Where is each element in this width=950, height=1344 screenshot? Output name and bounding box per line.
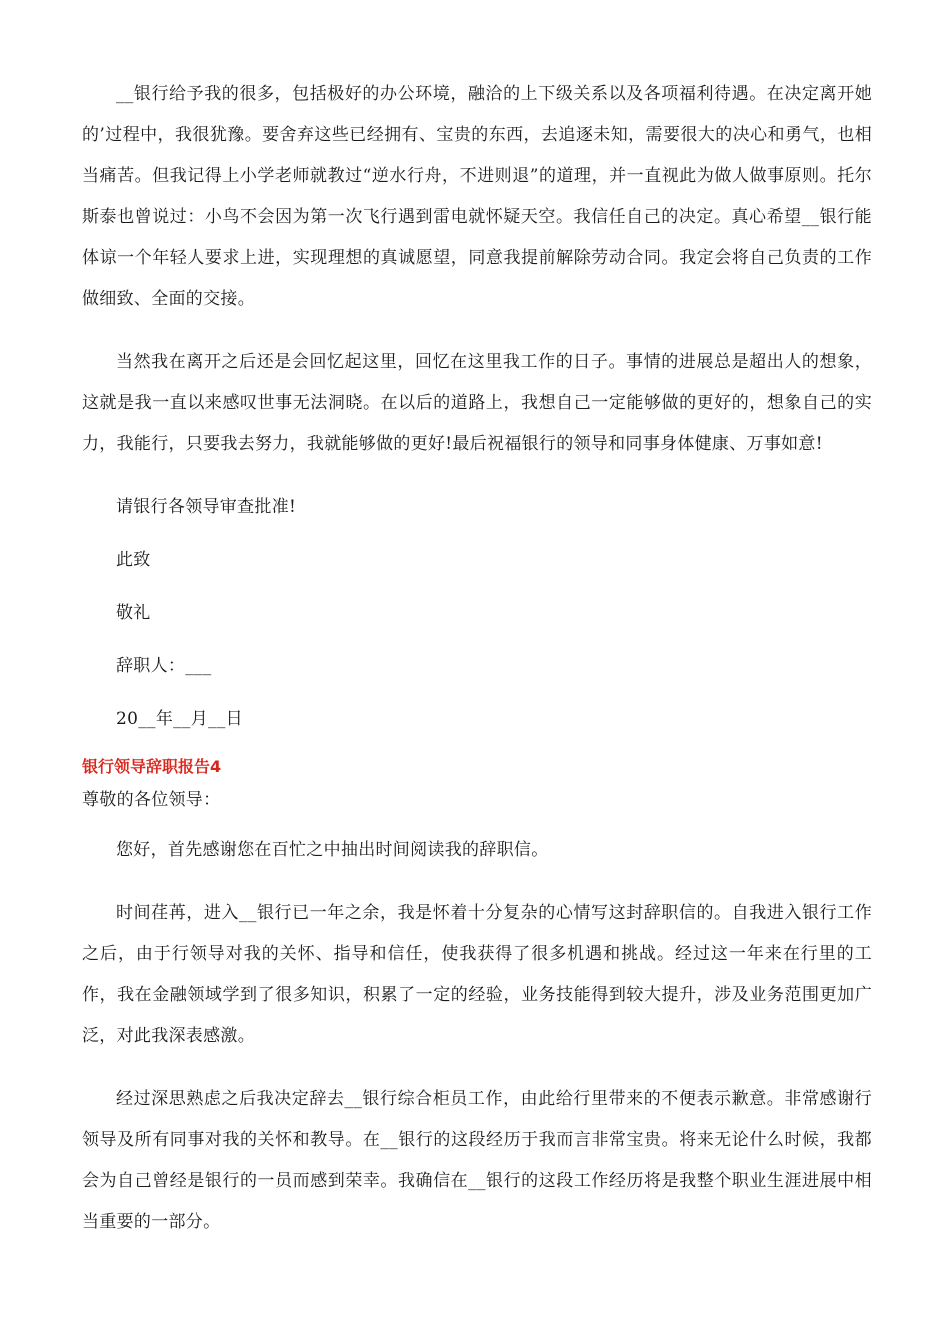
document-page [82,74,872,1243]
body-paragraph: __银行给予我的很多，包括极好的办公环境，融洽的上下级关系以及各项福利待遇。在决定离开她的’过程中，我很犹豫。要舍弃这些已经拥有、宝贵的东西，去追逐未知，需要很大的决心和勇气，也相当痛苦。但我记得上小学老师就教过“逆水行舟，不进则退”的道理，并一直视此为做人做事原则。托尔斯泰也曾说过：小鸟不会因为第一次飞行遇到雷电就怀疑天空。我信任自己的决定。真心希望__银行能体谅一个年轻人要求上进，实现理想的真诚愿望，同意我提前解除劳动合同。我定会将自己负责的工作做细致、全面的交接。 [82,84,872,309]
signer-line: 辞职人：___ [116,656,212,676]
salutation: 尊敬的各位领导： [82,790,221,810]
closing-zhi: 此致 [116,550,151,570]
section-heading: 银行领导辞职报告4 [82,757,222,776]
body-paragraph: 经过深思熟虑之后我决定辞去__银行综合柜员工作，由此给行里带来的不便表示歉意。非常感谢行领导及所有同事对我的关怀和教导。在__银行的这段经历于我而言非常宝贵。将来无论什么时候，我都会为自己曾经是银行的一员而感到荣幸。我确信在__银行的这段工作经历将是我整个职业生涯进展中相当重要的一部分。 [82,1089,872,1232]
body-paragraph: 时间荏苒，进入__银行已一年之余，我是怀着十分复杂的心情写这封辞职信的。自我进入银行工作之后，由于行领导对我的关怀、指导和信任，使我获得了很多机遇和挑战。经过这一年来在行里的工作，我在金融领域学到了很多知识，积累了一定的经验，业务技能得到较大提升，涉及业务范围更加广泛，对此我深表感激。 [82,903,872,1046]
body-paragraph: 您好，首先感谢您在百忙之中抽出时间阅读我的辞职信。 [116,840,549,860]
date-line: 20__年__月__日 [116,709,243,729]
body-paragraph: 当然我在离开之后还是会回忆起这里，回忆在这里我工作的日子。事情的进展总是超出人的想象，这就是我一直以来感叹世事无法洞晓。在以后的道路上，我想自己一定能够做的更好的，想象自己的实力，我能行，只要我去努力，我就能够做的更好!最后祝福银行的领导和同事身体健康、万事如意! [82,352,872,454]
approval-request: 请银行各领导审查批准! [116,497,297,517]
closing-jingli: 敬礼 [116,603,151,623]
